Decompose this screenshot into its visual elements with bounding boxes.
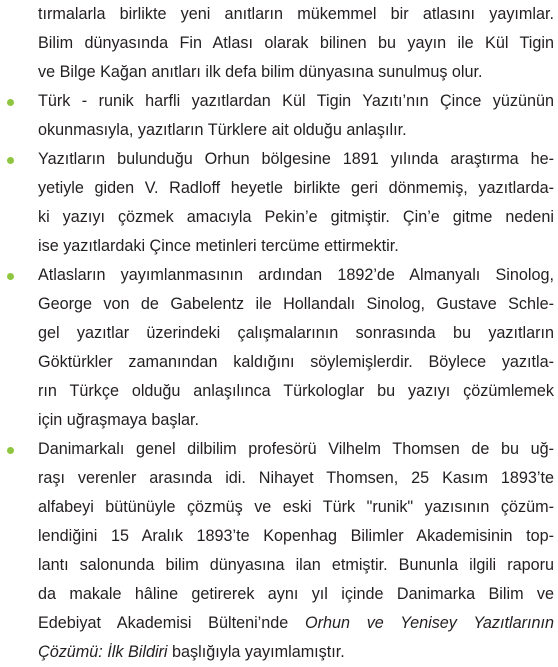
text-line: da makale hâline getirerek aynı yıl içinde Danimarka Bilim ve xyxy=(38,585,554,603)
text-line: ve Bilge Kağan anıtları ilk defa bilim dünyasına sunulmuş olur. xyxy=(38,63,483,81)
text-line: ki yazıyı çözmek amacıyla Pekin’e gitmiştir. Çin’e gitme nedeni xyxy=(38,208,554,226)
text-line: yetiyle giden V. Radloff heyetle birlikte geri dönmemiş, yazıtlarda- xyxy=(38,179,554,197)
bullet-item-3 xyxy=(0,261,554,435)
text-line: Göktürkler zamanından kaldığını söylemişlerdir. Böylece yazıtla- xyxy=(38,353,554,371)
text-line: Atlasların yayımlanmasının ardından 1892’de Almanyalı Sinolog, xyxy=(38,266,554,284)
text-line: tırmalarla birlikte yeni anıtların mükemmel bir atlasını yayımlar. xyxy=(38,5,554,23)
text-segment: başlığıyla yayımlamıştır. xyxy=(167,643,345,661)
bullet-dot-icon xyxy=(7,447,14,454)
text-line: George von de Gabelentz ile Hollandalı Sinolog, Gustave Schle- xyxy=(38,295,554,313)
italic-title-part-1: Orhun ve Yenisey Yazıtlarının xyxy=(305,614,554,632)
text-line: raşı verenler arasında idi. Nihayet Thomsen, 25 Kasım 1893’te xyxy=(38,469,554,487)
text-line: ise yazıtlardaki Çince metinleri tercüme ettirmektir. xyxy=(38,237,399,255)
italic-title-part-2: Çözümü: İlk Bildiri xyxy=(38,643,168,661)
bullet-item-2 xyxy=(0,145,554,261)
text-segment: Edebiyat Akademisi Bülteni’nde xyxy=(38,614,305,632)
text-line xyxy=(38,609,554,638)
text-line: Danimarkalı genel dilbilim profesörü Vilhelm Thomsen de bu uğ- xyxy=(38,440,554,458)
text-line: lantı salonunda bilim dünyasına ilan etmiştir. Bununla ilgili raporu xyxy=(38,556,554,574)
text-line: gel yazıtlar üzerindeki çalışmalarının sonrasında bu yazıtların xyxy=(38,324,554,342)
text-line xyxy=(38,638,554,667)
text-line: lendiğini 15 Aralık 1893’te Kopenhag Bilimler Akademisinin top- xyxy=(38,527,554,545)
bullet-dot-icon xyxy=(7,99,14,106)
bullet-item-4 xyxy=(0,435,554,667)
text-line: alfabeyi bütünüyle çözmüş ve eski Türk "runik" yazısının çözüm- xyxy=(38,498,554,516)
text-line: okunmasıyla, yazıtların Türklere ait olduğu anlaşılır. xyxy=(38,121,407,139)
text-line: Türk - runik harfli yazıtlardan Kül Tigin Yazıtı’nın Çince yüzünün xyxy=(38,92,554,110)
bullet-list xyxy=(0,87,558,667)
bullet-dot-icon xyxy=(7,157,14,164)
intro-paragraph xyxy=(38,0,554,87)
text-line: rın Türkçe olduğu anlaşılınca Türkologlar bu yazıyı çözümlemek xyxy=(38,382,554,400)
text-line: Yazıtların bulunduğu Orhun bölgesine 1891 yılında araştırma he- xyxy=(38,150,554,168)
text-line: için uğraşmaya başlar. xyxy=(38,411,200,429)
bullet-dot-icon xyxy=(7,273,14,280)
bullet-item-1 xyxy=(0,87,554,145)
text-line: Bilim dünyasında Fin Atlası olarak bilinen bu yayın ile Kül Tigin xyxy=(38,34,554,52)
